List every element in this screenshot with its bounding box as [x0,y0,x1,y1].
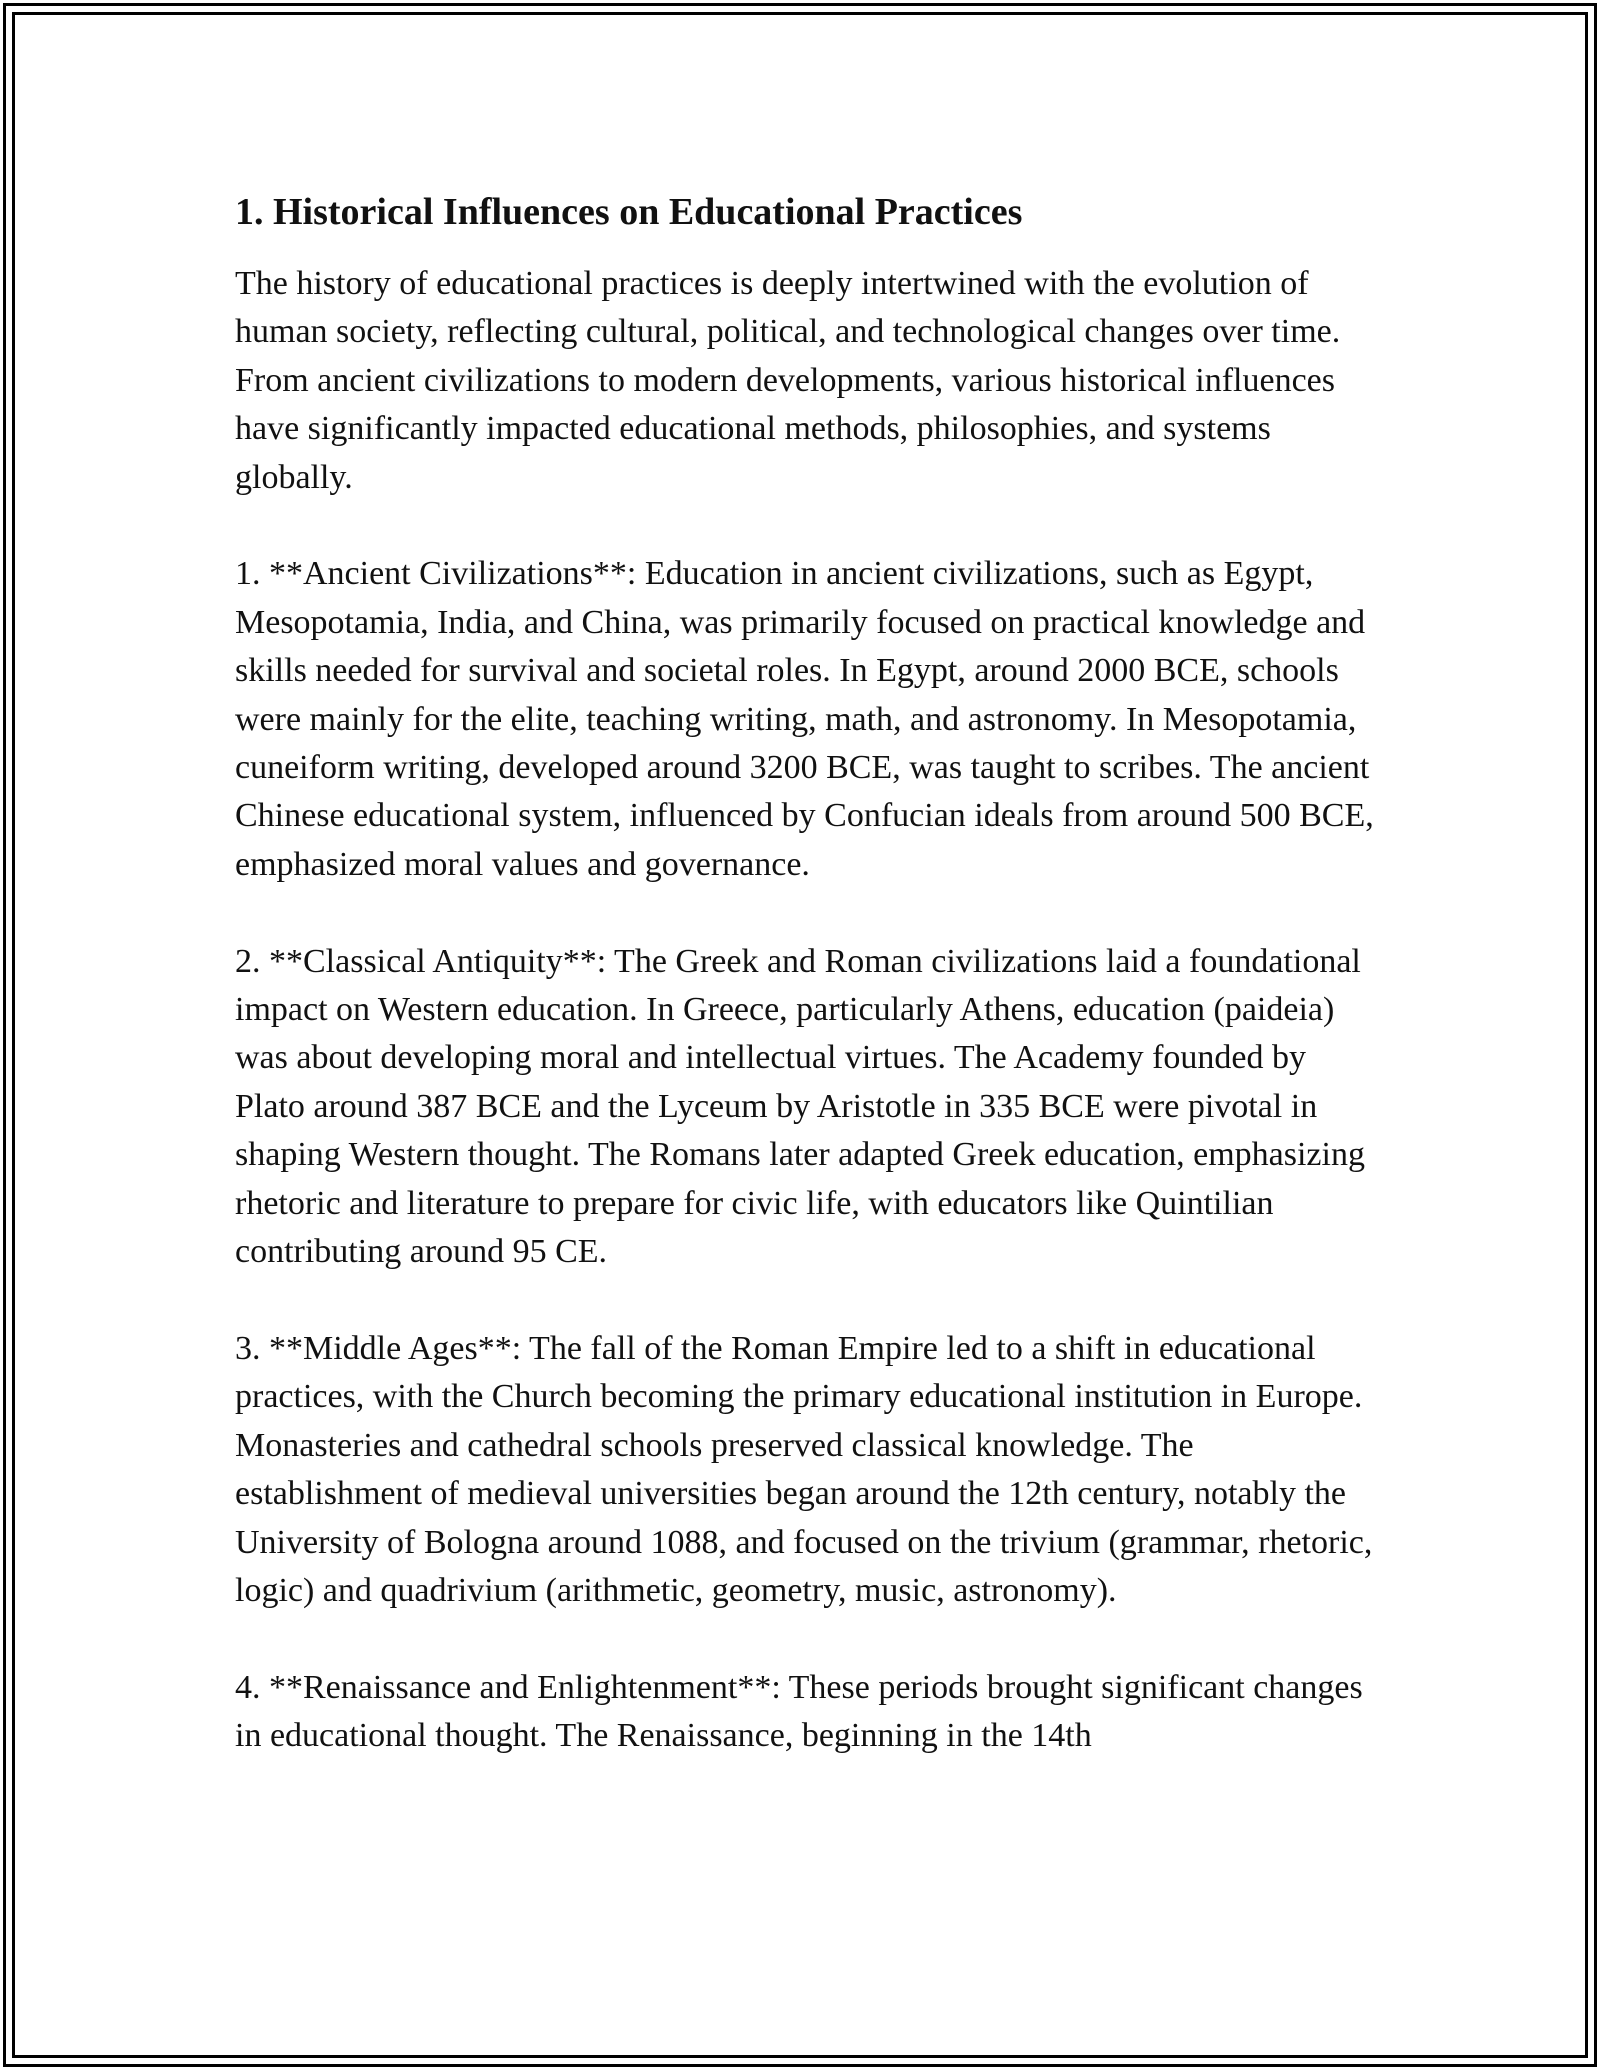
paragraph-classical-antiquity: 2. **Classical Antiquity**: The Greek and Roman civilizations laid a foundational impact on Western education. In Greece, particularly Athens, education (paideia) was about developing moral and intellectual virtues. The Academy founded by Plato around 387 BCE and the Lyceum by Aristotle in 335 BCE were pivotal in shaping Western thought. The Romans later adapted Greek education, emphasizing rhetoric and literature to prepare for civic life, with educators like Quintilian contributing around 95 CE. [235,942,1365,1271]
document-body [235,186,1375,1761]
intro-paragraph: The history of educational practices is deeply intertwined with the evolution of human society, reflecting cultural, political, and technological changes over time. From ancient civilizations to modern developments, various historical influences have significantly impacted educational methods, philosophies, and systems globally. [235,265,1341,496]
paragraph-middle-ages: 3. **Middle Ages**: The fall of the Roman Empire led to a shift in educational practices, with the Church becoming the primary educational institution in Europe. Monasteries and cathedral schools preserved classical knowledge. The establishment of medieval universities began around the 12th century, notably the University of Bologna around 1088, and focused on the trivium (grammar, rhetoric, logic) and quadrivium (arithmetic, geometry, music, astronomy). [235,1329,1373,1609]
paragraph-renaissance-enlightenment: 4. **Renaissance and Enlightenment**: These periods brought significant changes in educational thought. The Renaissance, beginning in the 14th [235,1668,1363,1755]
paragraph-ancient-civilizations: 1. **Ancient Civilizations**: Education in ancient civilizations, such as Egypt, Mesopotamia, India, and China, was primarily focused on practical knowledge and skills needed for survival and societal roles. In Egypt, around 2000 BCE, schools were mainly for the elite, teaching writing, math, and astronomy. In Mesopotamia, cuneiform writing, developed around 3200 BCE, was taught to scribes. The ancient Chinese educational system, influenced by Confucian ideals from around 500 BCE, emphasized moral values and governance. [235,555,1374,883]
section-heading: 1. Historical Influences on Educational Practices [235,191,1023,233]
